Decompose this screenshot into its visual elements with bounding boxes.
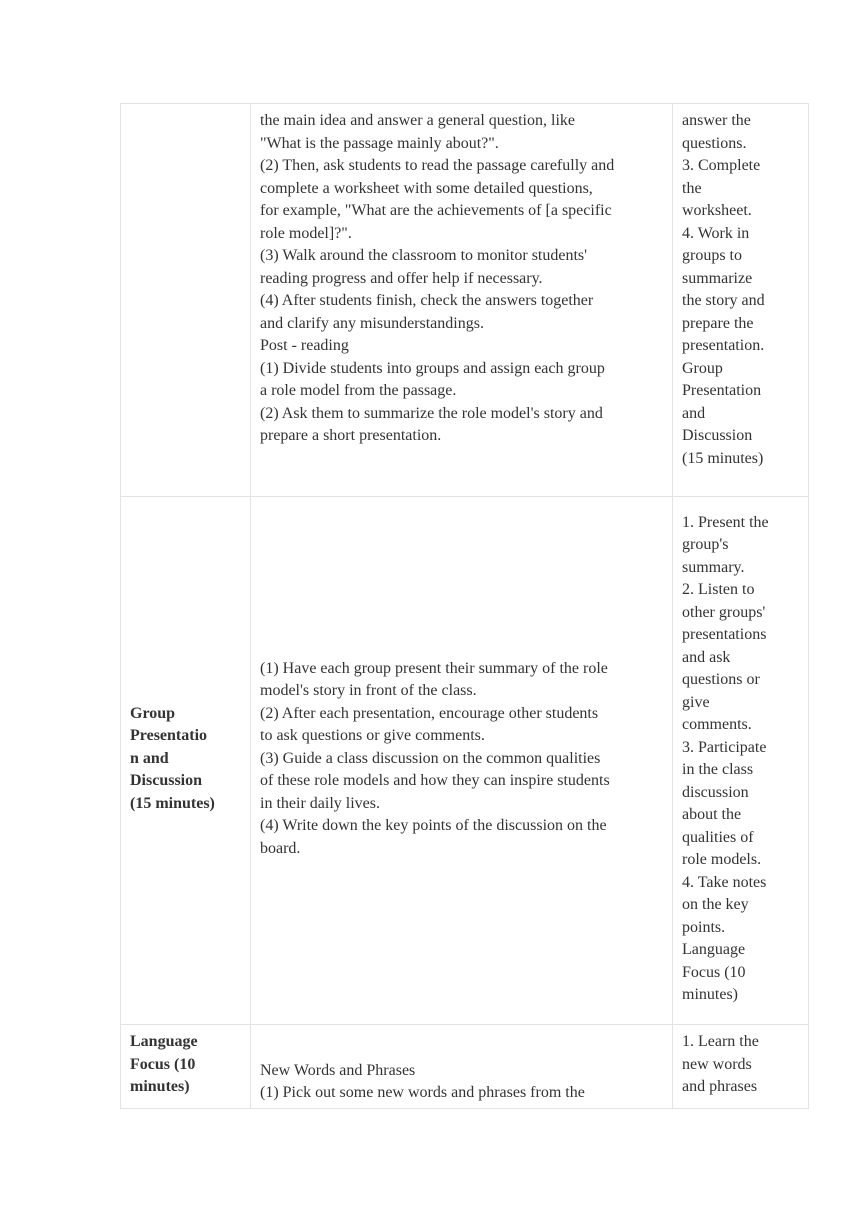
text-line: (15 minutes) <box>682 449 764 467</box>
lesson-plan-table <box>120 103 809 1109</box>
text-line: about the <box>682 806 742 823</box>
stage-label-line: Group <box>130 704 176 722</box>
stage-label-line: minutes) <box>130 1078 190 1095</box>
text-line: (3) Guide a class discussion on the common qualities <box>260 749 601 767</box>
text-line: 1. Learn the <box>682 1033 759 1050</box>
text-line: the <box>682 179 702 197</box>
student-activity-cell <box>673 497 809 1025</box>
text-line: and ask <box>682 648 731 666</box>
text-line: (4) After students finish, check the answers together <box>260 292 594 309</box>
text-line: (4) Write down the key points of the discussion on the <box>260 817 607 835</box>
text-line: to ask questions or give comments. <box>260 727 485 745</box>
text-line: presentations <box>682 626 767 643</box>
text-line: questions. <box>682 134 747 152</box>
text-line: 4. Take notes <box>682 873 767 891</box>
table-row <box>121 1025 809 1109</box>
text-line: summary. <box>682 558 745 576</box>
stage-label-line: Language <box>130 1033 198 1050</box>
text-line: (1) Divide students into groups and assign each group <box>260 359 605 377</box>
text-line: questions or <box>682 671 760 688</box>
text-line: (2) After each presentation, encourage other students <box>260 704 599 722</box>
text-line: 3. Participate <box>682 738 767 756</box>
text-line: 2. Listen to <box>682 581 755 598</box>
text-line: a role model from the passage. <box>260 382 457 399</box>
text-line: group's <box>682 536 729 553</box>
text-line: for example, "What are the achievements of [a specific <box>260 202 612 219</box>
text-line: the story and <box>682 292 765 309</box>
text-line: Presentation <box>682 382 762 399</box>
stage-cell <box>121 104 251 497</box>
text-line: Post - reading <box>260 337 349 354</box>
text-line: new words <box>682 1055 752 1073</box>
stage-label-line: n and <box>130 749 169 767</box>
text-line: other groups' <box>682 603 766 621</box>
text-line: Group <box>682 359 723 377</box>
text-line: prepare the <box>682 314 754 332</box>
text-line: (1) Pick out some new words and phrases from the <box>260 1084 585 1101</box>
text-line: summarize <box>682 269 753 287</box>
text-line: 1. Present the <box>682 513 769 531</box>
text-line: 4. Work in <box>682 224 750 242</box>
text-line: complete a worksheet with some detailed questions, <box>260 179 593 197</box>
teacher-activity-cell <box>251 1025 673 1109</box>
text-line: board. <box>260 839 301 857</box>
text-line: worksheet. <box>682 202 752 219</box>
text-line: reading progress and offer help if necessary. <box>260 269 543 287</box>
text-line: and <box>682 404 706 422</box>
text-line: (1) Have each group present their summary of the role <box>260 659 608 677</box>
text-line: discussion <box>682 783 749 801</box>
text-line: New Words and Phrases <box>260 1061 416 1079</box>
text-line: model's story in front of the class. <box>260 682 477 700</box>
text-line: answer the <box>682 112 751 129</box>
text-line: Language <box>682 941 746 958</box>
stage-cell <box>121 497 251 1025</box>
table-row <box>121 497 809 1025</box>
text-line: and clarify any misunderstandings. <box>260 314 484 332</box>
stage-label-line: Focus (10 <box>130 1055 196 1073</box>
text-line: the main idea and answer a general question, like <box>260 112 575 129</box>
text-line: in the class <box>682 761 754 778</box>
teacher-activity-cell <box>251 104 673 497</box>
text-line: of these role models and how they can inspire students <box>260 772 610 790</box>
text-line: role models. <box>682 851 762 868</box>
text-line: (3) Walk around the classroom to monitor students' <box>260 247 588 264</box>
teacher-activity-cell <box>251 497 673 1025</box>
stage-cell <box>121 1025 251 1109</box>
student-activity-cell <box>673 1025 809 1109</box>
text-line: qualities of <box>682 828 754 846</box>
text-line: Discussion <box>682 427 753 444</box>
stage-label-line: Discussion <box>130 772 203 790</box>
text-line: "What is the passage mainly about?". <box>260 134 499 152</box>
text-line: and phrases <box>682 1078 758 1095</box>
text-line: (2) Then, ask students to read the passage carefully and <box>260 157 615 174</box>
text-line: Focus (10 <box>682 963 746 981</box>
table-row <box>121 104 809 497</box>
stage-label-line: (15 minutes) <box>130 794 215 812</box>
text-line: give <box>682 693 710 711</box>
text-line: presentation. <box>682 337 765 354</box>
student-activity-cell <box>673 104 809 497</box>
text-line: role model]?". <box>260 224 352 242</box>
text-line: on the key <box>682 896 749 913</box>
text-line: in their daily lives. <box>260 794 380 812</box>
text-line: prepare a short presentation. <box>260 427 442 444</box>
text-line: 3. Complete <box>682 157 761 174</box>
text-line: minutes) <box>682 986 738 1003</box>
text-line: points. <box>682 918 726 936</box>
stage-label-line: Presentatio <box>130 727 208 745</box>
text-line: groups to <box>682 247 742 264</box>
text-line: comments. <box>682 716 752 733</box>
text-line: (2) Ask them to summarize the role model's story and <box>260 404 603 422</box>
